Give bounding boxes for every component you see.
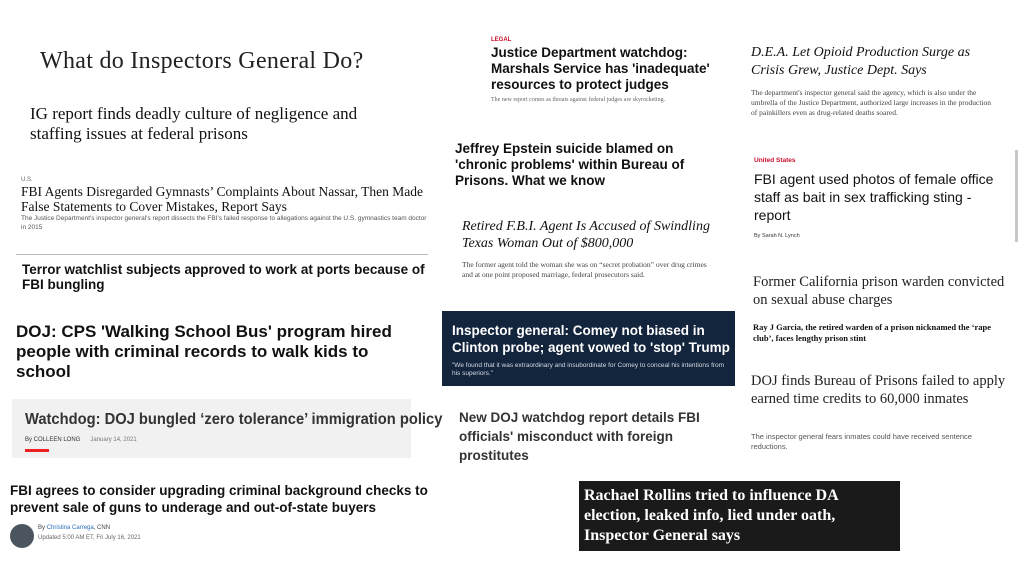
byline-date: January 14, 2021 (90, 437, 137, 443)
headline-credits[interactable]: DOJ finds Bureau of Prisons failed to apply earned time credits to 60,000 inmates (751, 373, 1006, 407)
headline-marshals[interactable]: Justice Department watchdog: Marshals Service has 'inadequate' resources to protect judges (491, 45, 710, 92)
headline-prostitutes[interactable]: New DOJ watchdog report details FBI officials' misconduct with foreign prostitutes (459, 410, 700, 463)
scrollbar-edge (1015, 150, 1018, 242)
headline-epstein[interactable]: Jeffrey Epstein suicide blamed on 'chronic problems' within Bureau of Prisons. What we know (455, 141, 685, 188)
article-card-zero-tolerance (12, 399, 443, 458)
headline-background-checks[interactable]: FBI agrees to consider upgrading criminal background checks to prevent sale of guns to underage and out-of-state buyers (10, 483, 428, 515)
page-title: What do Inspectors General Do? (40, 48, 364, 74)
article-dek: Ray J Garcia, the retired warden of a prison nicknamed the ‘rape club’, faces lengthy prison stint (753, 322, 991, 343)
article-dek: The department's inspector general said the agency, which is also under the umbrella of the Justice Department, authorized large increases in the production of painkillers even as drug-related deaths soared. (751, 88, 991, 117)
byline (25, 437, 137, 443)
headline-sting[interactable]: FBI agent used photos of female office staff as bait in sex trafficking sting -report (754, 171, 994, 223)
headline-cps-walking-bus[interactable]: DOJ: CPS 'Walking School Bus' program hired people with criminal records to walk kids to school (16, 322, 392, 381)
headline-rollins[interactable]: Rachael Rollins tried to influence DA election, leaked info, lied under oath, Inspector General says (584, 487, 838, 544)
article-card-rollins (579, 481, 900, 551)
headline-prisons-culture[interactable]: IG report finds deadly culture of negligence and staffing issues at federal prisons (30, 104, 358, 143)
byline-prefix: By (38, 525, 46, 531)
byline-outlet: , CNN (93, 525, 111, 531)
section-kicker: U.S. (21, 177, 33, 183)
headline-retired-agent[interactable]: Retired F.B.I. Agent Is Accused of Swindling Texas Woman Out of $800,000 (462, 219, 710, 251)
byline (38, 525, 110, 531)
byline-author: By COLLEEN LONG (25, 437, 81, 443)
article-dek: The inspector general fears inmates could have received sentence reductions. (751, 432, 972, 451)
headline-nassar[interactable]: FBI Agents Disregarded Gymnasts’ Complaints About Nassar, Then Made False Statements to Cover Mistakes, Report Says (21, 184, 424, 214)
updated-timestamp: Updated 5:00 AM ET, Fri July 16, 2021 (38, 535, 141, 541)
headline-watchlist[interactable]: Terror watchlist subjects approved to work at ports because of FBI bungling (22, 262, 425, 292)
headline-comey[interactable]: Inspector general: Comey not biased in Clinton probe; agent vowed to 'stop' Trump (452, 323, 730, 355)
article-dek: "We found that it was extraordinary and insubordinate for Comey to conceal his intentions from his superiors." (452, 362, 725, 377)
section-kicker: United States (754, 157, 796, 164)
article-dek: The new report comes as threats against federal judges are skyrocketing. (491, 97, 666, 103)
author-avatar (10, 524, 34, 548)
accent-bar (25, 449, 49, 452)
headline-dea[interactable]: D.E.A. Let Opioid Production Surge as Crisis Grew, Justice Dept. Says (751, 45, 971, 78)
divider (16, 254, 428, 255)
article-dek: The Justice Department's inspector general's report dissects the FBI's failed response to allegations against the U.S. gymnastics team doctor in 2015 (21, 215, 427, 231)
section-kicker: LEGAL (491, 37, 512, 43)
article-card-comey (442, 311, 735, 386)
headline-zero-tolerance[interactable]: Watchdog: DOJ bungled ‘zero tolerance’ immigration policy (25, 411, 443, 428)
byline: By Sarah N. Lynch (754, 233, 800, 239)
author-link[interactable]: Christina Carrega (46, 525, 94, 531)
headline-warden[interactable]: Former California prison warden convicted on sexual abuse charges (753, 274, 1005, 308)
article-dek: The former agent told the woman she was on “secret probation” over drug crimes and at one point proposed marriage, federal prosecutors said. (462, 260, 707, 279)
